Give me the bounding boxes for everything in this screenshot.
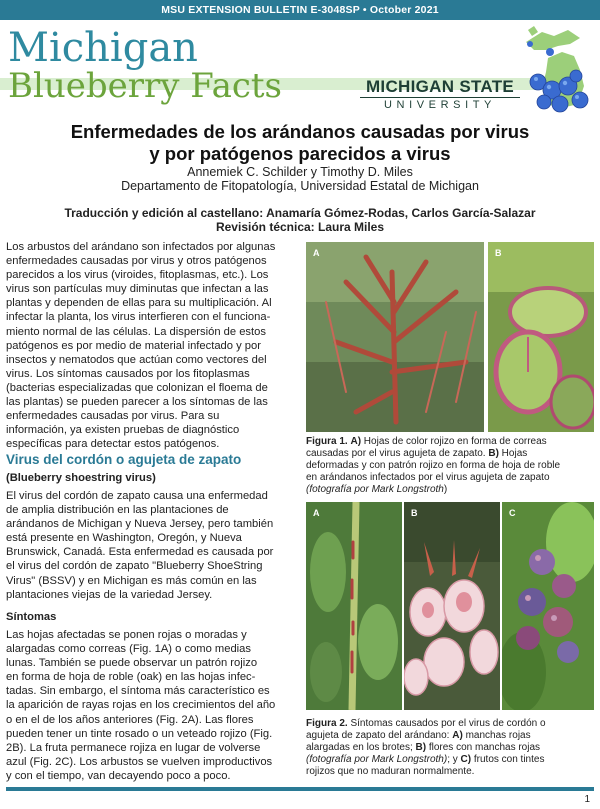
bulletin-text: MSU EXTENSION BULLETIN E-3048SP • October 2021: [161, 4, 439, 16]
title-line-2: y por patógenos parecidos a virus: [149, 143, 451, 164]
intro-line: virus. Los síntomas causados por los fitoplasmas: [6, 367, 250, 380]
document-title: [0, 121, 600, 165]
intro-line: enfermedades causadas por virus y otros patógenos: [6, 255, 267, 268]
cap-text: causadas por el virus agujeta de zapato.: [306, 448, 489, 459]
figure2-letter-a: A: [313, 508, 320, 518]
bulletin-bar: [0, 0, 600, 20]
section-line: Virus" (BSSV) y en Michigan es más común en las: [6, 574, 257, 587]
page-number: 1: [584, 794, 590, 805]
translation-credit: Traducción y edición al castellano: Anamaría Gómez-Rodas, Carlos García-Salazar: [64, 206, 536, 220]
intro-line: (bacterias especializadas que colonizan el floema de: [6, 381, 268, 394]
department: Departamento de Fitopatología, Universidad Estatal de Michigan: [121, 179, 479, 193]
michigan-blueberries-icon: [518, 24, 598, 116]
figure2-letter-c: C: [509, 508, 516, 518]
figure1-caption: [306, 436, 596, 496]
intro-line: virus son partículas muy diminutas que infectan a las: [6, 283, 269, 296]
section-subheading: (Blueberry shoestring virus): [6, 472, 156, 484]
figure1-photo-a: [306, 242, 484, 432]
symptoms-line: y con el tiempo, van decayendo poco a poco.: [6, 769, 231, 782]
cap-text: rojizos que no maduran normalmente.: [306, 766, 475, 777]
msu-logo-line2: UNIVERSITY: [360, 97, 520, 112]
figure2-photo-c: [502, 502, 594, 710]
symptoms-line: azul (Fig. 2C). Los arbustos se vuelven improductivos: [6, 755, 273, 768]
symptoms-heading: Síntomas: [6, 611, 57, 623]
intro-line: infectar la planta, los virus interfieren con el funciona-: [6, 311, 271, 324]
brand-michigan: Michigan: [8, 25, 198, 71]
section-line: Brunswick, Canadá. Esta enfermedad es causada por: [6, 546, 274, 559]
symptoms-line: tadas. Sin embargo, el síntoma más característico es: [6, 685, 270, 698]
pink-flowers-image: [404, 502, 500, 710]
cap-text: Hojas de color rojizo en forma de correas: [361, 436, 547, 447]
cap-italic: (fotografía por Mark Longstroth: [306, 484, 444, 495]
intro-line: información, ya existen pruebas de diagnóstico: [6, 424, 240, 437]
figure1-photo-b: [488, 242, 594, 432]
red-strap-leaves-image: [306, 242, 484, 432]
intro-line: insectos y nematodos que actúan como vectores del: [6, 353, 267, 366]
intro-line: patógenos es por medio de material infectado y por: [6, 339, 261, 352]
figure2-caption: [306, 718, 596, 778]
cap-text: Síntomas causados por el virus de cordón o: [347, 718, 546, 729]
section-line: El virus del cordón de zapato causa una enfermedad: [6, 490, 268, 502]
cap-italic: (fotografía por Mark Longstroth): [306, 754, 448, 765]
intro-line: parecidos a los virus (viroides, fitoplasmas, etc.). Los: [6, 269, 269, 282]
symptoms-line: 2B). La fruta permanece rojiza en lugar de volverse: [6, 741, 261, 754]
cap-text: frutos con tintes: [471, 754, 545, 765]
cap-text: en arándanos infectados por el virus agujeta de zapato: [306, 472, 550, 483]
reddish-fruit-image: [502, 502, 594, 710]
cap-text: Hojas: [498, 448, 528, 459]
symptoms-line: Las hojas afectadas se ponen rojas o moradas y: [6, 629, 247, 641]
figure1-label: Figura 1.: [306, 436, 348, 447]
red-streak-shoot-image: [306, 502, 402, 710]
brand-blueberry-facts: Blueberry Facts: [8, 66, 282, 106]
symptoms-line: o en el de los años anteriores (Fig. 2A). Las flores: [6, 713, 254, 726]
intro-line: miento normal de las células. La dispersión de estos: [6, 325, 266, 338]
symptoms-line: la aparición de rayas rojas en los crecimientos del año: [6, 699, 276, 712]
intro-line: las plantas) se pueden parecer a los síntomas de las: [6, 396, 268, 409]
symptoms-line: lunas. También se puede observar un patrón rojizo: [6, 657, 258, 670]
title-line-1: Enfermedades de los arándanos causadas por virus: [70, 121, 530, 142]
cap-bold: C): [460, 754, 472, 765]
section-heading: Virus del cordón o agujeta de zapato: [6, 452, 242, 467]
oakleaf-pattern-leaves-image: [488, 242, 594, 432]
figure2-photo-b: [404, 502, 500, 710]
intro-paragraph: [6, 240, 296, 451]
cap-text: deformadas y con patrón rojizo en forma de hoja de roble: [306, 460, 561, 471]
figure1-letter-a: A: [313, 248, 320, 258]
intro-line: plantas y dependen de ellas para su multiplicación. Al: [6, 297, 272, 310]
cap-bold: B): [415, 742, 427, 753]
figure1-letter-b: B: [495, 248, 502, 258]
section-line: el virus del cordón de zapato "Blueberry ShoeString: [6, 560, 263, 573]
bottom-rule: [6, 787, 594, 791]
symptoms-line: en forma de hoja de roble (oak) en las hojas infec-: [6, 671, 256, 684]
intro-line: Los arbustos del arándano son infectados por algunas: [6, 241, 276, 253]
cap-text: ): [443, 484, 448, 495]
msu-logo: [360, 78, 520, 112]
figure2-label: Figura 2.: [306, 718, 348, 729]
section-paragraph: [6, 489, 296, 602]
symptoms-paragraph: [6, 628, 296, 783]
figure2-letter-b: B: [411, 508, 418, 518]
cap-text: manchas rojas: [462, 730, 531, 741]
msu-logo-line1: MICHIGAN STATE: [365, 77, 515, 96]
cap-bold: B): [488, 448, 499, 459]
cap-text: ; y: [447, 754, 461, 765]
symptoms-line: pueden tener un tinte rosado o un veteado rojizo (Fig.: [6, 727, 273, 740]
cap-text: flores con manchas rojas: [426, 742, 541, 753]
intro-line: enfermedades causadas por virus. Para su: [6, 410, 220, 423]
intro-line: específicas para detectar estos patógenos.: [6, 438, 220, 451]
cap-text: agujeta de zapato del arándano:: [306, 730, 453, 741]
section-line: está presente en Washington, Oregón, y Nueva: [6, 532, 242, 545]
review-credit: Revisión técnica: Laura Miles: [215, 220, 385, 234]
cap-text: alargadas en los brotes;: [306, 742, 416, 753]
symptoms-line: alargadas como correas (Fig. 1A) o como medias: [6, 643, 251, 656]
section-line: plantaciones viejas de la variedad Jersey.: [6, 588, 213, 601]
authors: Annemiek C. Schilder y Timothy D. Miles: [187, 165, 413, 179]
figure2-photo-a: [306, 502, 402, 710]
section-line: arándanos de Michigan y Nueva Jersey, pero también: [6, 518, 274, 531]
cap-bold: A): [452, 730, 463, 741]
section-line: de amplia distribución en las plantaciones de: [6, 504, 229, 517]
cap-bold: A): [350, 436, 362, 447]
